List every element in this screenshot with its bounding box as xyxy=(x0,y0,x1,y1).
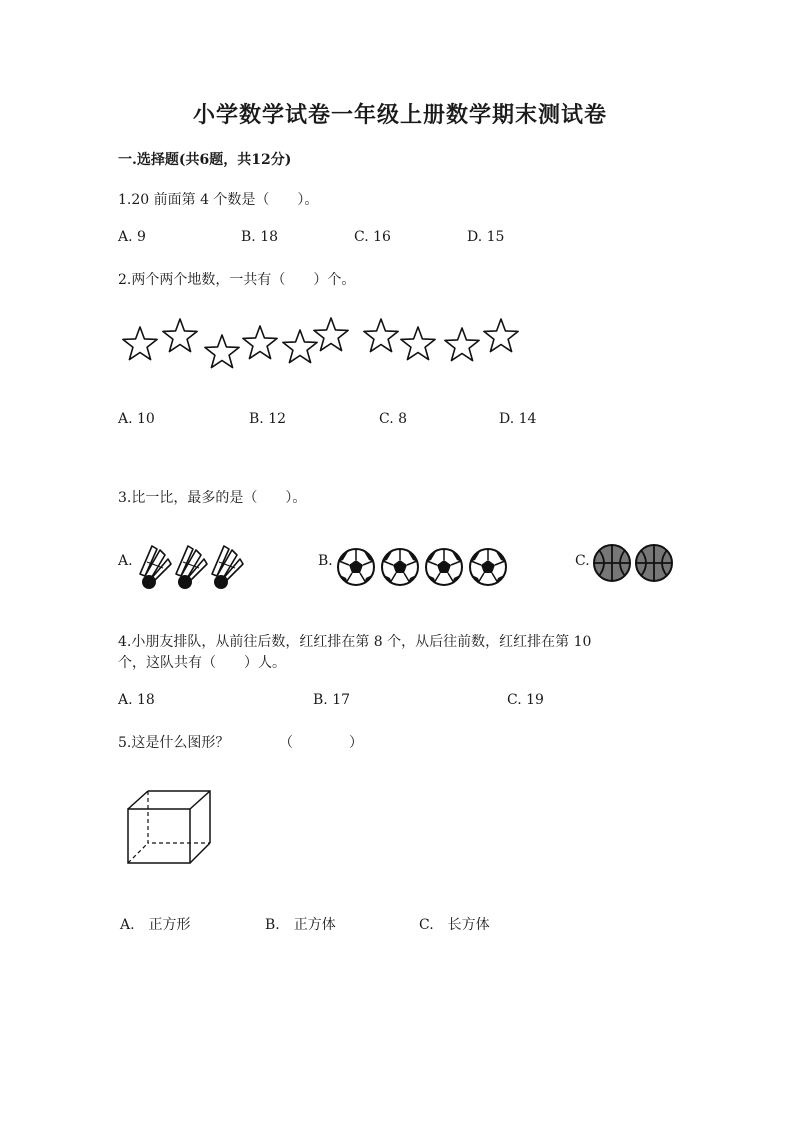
question-1-option-d: D. 15 xyxy=(467,229,505,245)
star-icon xyxy=(445,328,479,361)
question-3-text: 3.比一比，最多的是（ ）。 xyxy=(118,490,307,506)
question-5-option-b: B. 正方体 xyxy=(265,917,336,933)
question-1-option-c: C. 16 xyxy=(354,229,391,245)
section-heading-choice: 一.选择题(共6题，共12分) xyxy=(118,152,292,168)
star-icon xyxy=(123,327,157,360)
star-icon xyxy=(484,319,518,352)
question-2-option-d: D. 14 xyxy=(499,411,537,427)
soccer-ball-picture xyxy=(335,546,515,592)
star-icon xyxy=(314,318,348,351)
question-2-option-c: C. 8 xyxy=(379,411,408,427)
star-icon xyxy=(163,319,197,352)
question-4-text-line1: 4.小朋友排队，从前往后数，红红排在第 8 个，从后往前数，红红排在第 10 xyxy=(118,634,592,650)
question-2-option-a: A. 10 xyxy=(118,411,155,427)
question-5-option-c: C. 长方体 xyxy=(419,917,490,933)
question-5-blank: （ ） xyxy=(279,735,363,751)
question-5-option-a: A. 正方形 xyxy=(120,917,191,933)
question-3-option-a: A. xyxy=(118,553,133,569)
star-icon xyxy=(205,335,239,368)
question-2-option-b: B. 12 xyxy=(249,411,287,427)
stars-picture xyxy=(0,315,800,375)
question-1-text: 1.20 前面第 4 个数是（ ）。 xyxy=(118,192,319,208)
question-4-text-line2: 个，这队共有（ ）人。 xyxy=(118,655,286,671)
shuttlecock-picture xyxy=(136,540,256,590)
question-1-option-a: A. 9 xyxy=(118,229,146,245)
question-1-option-b: B. 18 xyxy=(241,229,279,245)
cube-icon xyxy=(124,787,224,877)
question-3-option-c: C. xyxy=(575,553,590,569)
question-4-option-a: A. 18 xyxy=(118,692,155,708)
question-4-option-c: C. 19 xyxy=(507,692,544,708)
basketball-picture xyxy=(591,542,681,586)
page-title: 小学数学试卷一年级上册数学期末测试卷 xyxy=(192,102,607,128)
question-2-text: 2.两个两个地数，一共有（ ）个。 xyxy=(118,272,356,288)
star-icon xyxy=(401,327,435,360)
question-5-text: 5.这是什么图形？ xyxy=(118,735,230,751)
question-4-option-b: B. 17 xyxy=(313,692,351,708)
star-icon xyxy=(243,326,277,359)
question-3-option-b: B. xyxy=(318,553,333,569)
star-icon xyxy=(364,319,398,352)
star-icon xyxy=(283,330,317,363)
